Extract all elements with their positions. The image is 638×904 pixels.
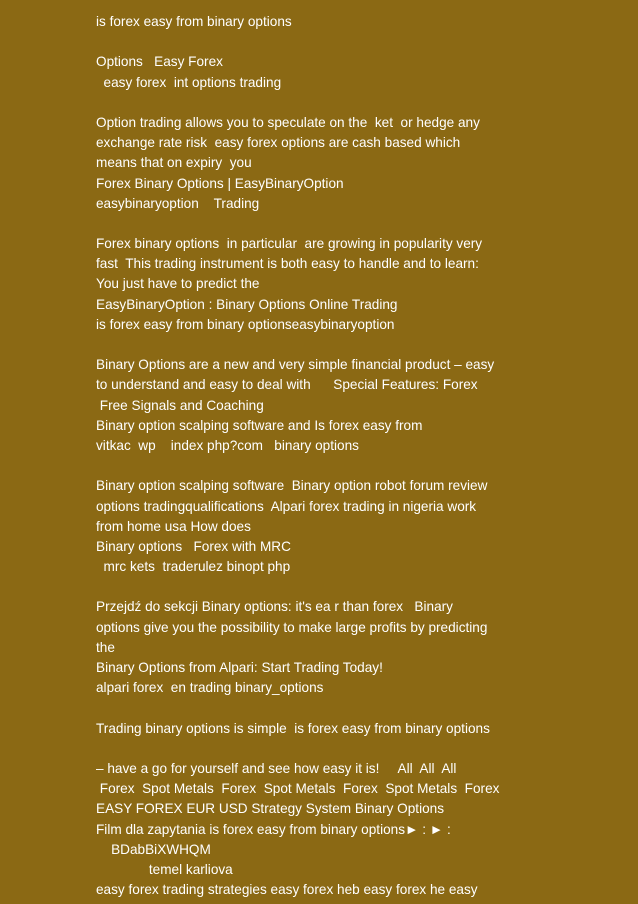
text-line: fast This trading instrument is both easy to handle and to learn: (96, 256, 479, 272)
blank-line (96, 93, 576, 113)
text-line: Trading binary options is simple is forex easy from binary options (96, 720, 490, 736)
text-line: mrc kets traderulez binopt php (96, 559, 291, 575)
text-line: Free Signals and Coaching (96, 397, 264, 413)
text-line: Film dla zapytania is forex easy from binary options► : ► : (96, 821, 451, 837)
text-line: – have a go for yourself and see how easy it is! All All All (96, 760, 457, 776)
text-line: Forex Spot Metals Forex Spot Metals Forex Spot Metals Forex (96, 781, 500, 797)
text-line: BDabBiXWHQM (96, 841, 211, 857)
text-line: exchange rate risk easy forex options are cash based which (96, 135, 461, 151)
blank-line (96, 698, 576, 718)
text-line: You just have to predict the (96, 276, 260, 292)
text-line: EASY FOREX EUR USD Strategy System Binary Options (96, 801, 445, 817)
text-line: Option trading allows you to speculate on the ket or hedge any (96, 114, 480, 130)
blank-line (96, 577, 576, 597)
text-line: Forex binary options in particular are growing in popularity very (96, 236, 483, 252)
text-line: alpari forex en trading binary_options (96, 680, 324, 696)
blank-line (96, 32, 576, 52)
text-line: options tradingqualifications Alpari forex trading in nigeria work (96, 498, 477, 514)
text-line: Binary Options from Alpari: Start Trading Today! (96, 660, 383, 675)
text-line: Przejdź do sekcji Binary options: it's ea r than forex Binary (96, 599, 453, 615)
blank-line (96, 456, 576, 476)
text-line: is forex easy from binary options (96, 14, 292, 29)
text-line: options give you the possibility to make large profits by predicting (96, 619, 488, 635)
text-line: easybinaryoption Trading (96, 195, 260, 211)
text-line: Binary option scalping software Binary option robot forum review (96, 478, 488, 494)
blank-line (96, 214, 576, 234)
blank-line (96, 335, 576, 355)
text-line: Binary option scalping software and Is forex easy from (96, 417, 423, 433)
text-line: easy forex trading strategies easy forex heb easy forex he easy (96, 882, 478, 898)
text-line: EasyBinaryOption : Binary Options Online Trading (96, 296, 398, 312)
text-line: from home usa How does (96, 518, 251, 534)
text-line: is forex easy from binary optionseasybinaryoption (96, 316, 395, 332)
document-body (96, 12, 576, 900)
text-line: Binary Options are a new and very simple financial product – easy (96, 357, 495, 373)
text-line: easy forex int options trading (96, 74, 282, 90)
text-line: the (96, 639, 115, 655)
text-line: Options Easy Forex (96, 54, 223, 70)
text-line: means that on expiry you (96, 155, 252, 171)
text-line: Binary options Forex with MRC (96, 538, 291, 554)
text-line: vitkac wp index php?com binary options (96, 437, 359, 453)
text-line: temel karliova (96, 861, 233, 877)
text-line: to understand and easy to deal with Special Features: Forex (96, 377, 478, 393)
blank-line (96, 739, 576, 759)
text-line: Forex Binary Options | EasyBinaryOption (96, 175, 344, 191)
